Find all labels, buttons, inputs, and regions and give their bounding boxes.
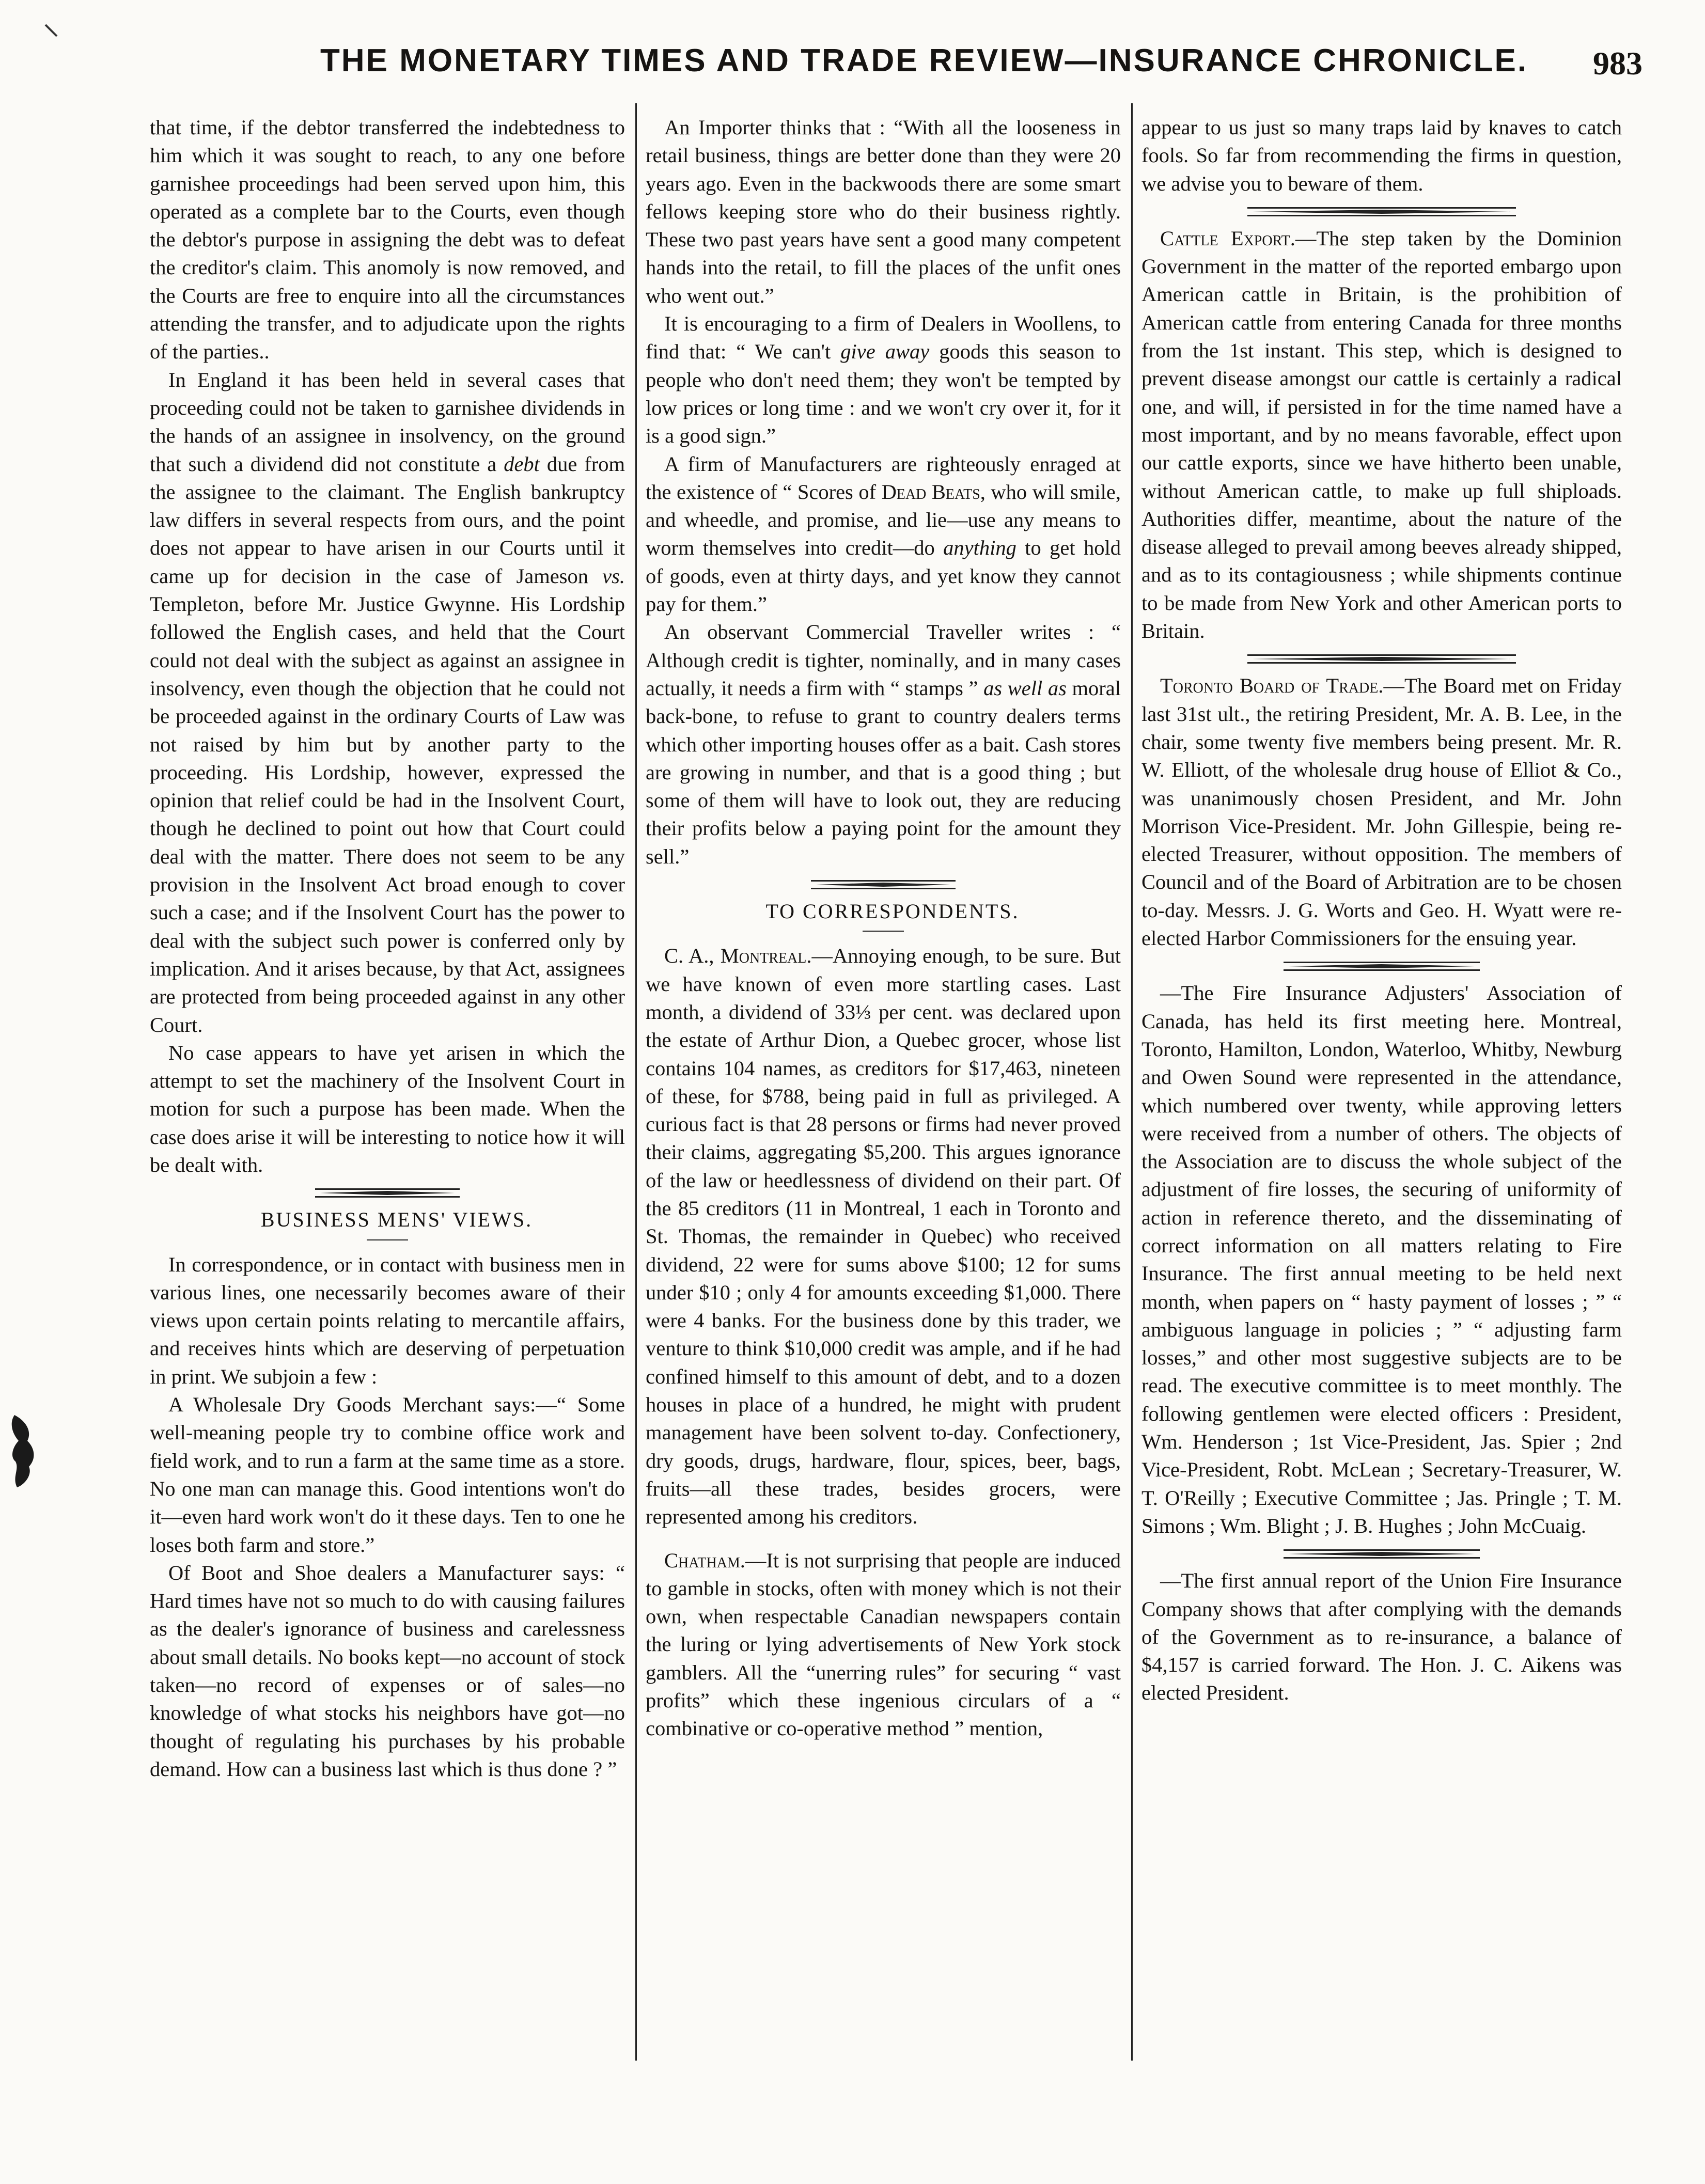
paragraph	[646, 942, 1121, 1531]
paragraph: Of Boot and Shoe dealers a Manufacturer says: “ Hard times have not so much to do with causing failures as the dealer's ignorance of business and carelessness about small details. No books kept—no account of stock taken—no record of expenses or of sales—no knowledge of what stocks his neighbors have got—no thought of regulating his purchases by his probable demand. How can a business last which is thus done ? ”	[150, 1561, 625, 1781]
text-run: An observant Commercial Traveller writes : “ Although credit is tighter, nominally, and in many cases actually, it needs a firm with “ stamps ”	[646, 620, 1121, 700]
text-run: goods this season to people who don't need them; they won't be tempted by low prices or long time : and we won't cry over it, for it is a good sign.”	[646, 340, 1121, 448]
text-run: It is encouraging to a firm of Dealers in Woollens, to find that: “ We can't	[646, 312, 1121, 364]
small-caps-run: Toronto Board of Trade.	[1160, 674, 1384, 698]
page-number: 983	[1593, 45, 1643, 82]
column-rule-1	[635, 103, 637, 2061]
section-divider	[811, 879, 956, 890]
text-run: due from the assignee to the claimant. The English bankruptcy law differs in several respects from ours, and the point does not appear to have arisen in our Courts until it came up for decision in the case of Jameson	[150, 452, 625, 588]
text-run: moral back-bone, to refuse to grant to country dealers terms which other importing houses offer as a bait. Cash stores are growing in number, and that is a good thing ; but some of them will have to look out, they are reducing their profits below a paying point for the amount they sell.”	[646, 676, 1121, 868]
section-divider	[1247, 653, 1516, 665]
short-rule	[863, 931, 904, 932]
column-2	[646, 114, 1121, 1743]
italic-run: anything	[943, 536, 1016, 560]
column-3	[1141, 114, 1622, 1707]
short-rule	[367, 1239, 408, 1240]
masthead-title: THE MONETARY TIMES AND TRADE REVIEW—INSURANCE CHRONICLE.	[320, 43, 1528, 78]
small-caps-run: Cattle Export.	[1160, 226, 1295, 250]
paragraph	[1141, 672, 1622, 952]
section-divider	[1284, 961, 1480, 972]
column-rule-2	[1131, 103, 1133, 2061]
text-run: —It is not surprising that people are induced to gamble in stocks, often with money which is not their own, when respectable Canadian newspapers contain the luring or lying advertisements of New York stock gamblers. All the “unerring rules” for securing “ vast profits” which these ingenious circulars of a “ combinative or co-operative method ” mention,	[646, 1548, 1121, 1740]
paragraph	[1141, 225, 1622, 645]
column-1	[150, 114, 625, 1783]
italic-run: as well as	[983, 676, 1067, 700]
text-run: , who will smile, and wheedle, and promise, and lie—use any means to worm themselves into credit—do	[646, 480, 1121, 560]
paragraph: In correspondence, or in contact with business men in various lines, one necessarily becomes aware of their views upon certain points relating to mercantile affairs, and receives hints which are deserving of perpetuation in print. We subjoin a few :	[150, 1252, 625, 1388]
small-caps-run: Dead Beats	[881, 480, 980, 504]
paragraph	[150, 366, 625, 1039]
text-run: —The step taken by the Dominion Government in the matter of the reported embargo upon American cattle in Britain, is the prohibition of American cattle from entering Canada for three months from the 1st instant. This step, which is designed to prevent disease amongst our cattle is certainly a radical one, and will, if persisted in for the time named have a most important, and by no means favorable, effect upon our cattle exports, since we have hitherto been unable, without American cattle, to make up full shiploads. Authorities differ, meantime, about the nature of the disease alleged to prevail among beeves already shipped, and as to its contagiousness ; while shipments continue to be made from New York and other American ports to Britain.	[1141, 226, 1622, 643]
paragraph: appear to us just so many traps laid by knaves to catch fools. So far from recommending the firms in question, we advise you to beware of them.	[1141, 116, 1622, 195]
paragraph: that time, if the debtor transferred the indebtedness to him which it was sought to reach, to any one before garnishee proceedings had been served upon him, this operated as a complete bar to the Courts, even though the debtor's purpose in assigning the debt was to defeat the creditor's claim. This anomoly is now removed, and the Courts are free to enquire into all the circumstances attending the transfer, and to adjudicate upon the rights of the parties..	[150, 116, 625, 364]
spacer	[646, 1531, 1121, 1547]
paragraph	[646, 310, 1121, 450]
text-run: In England it has been held in several cases that proceeding could not be taken to garnishee dividends in the hands of an assignee in insolvency, on the ground that such a dividend did not constitute a	[150, 368, 625, 476]
text-run: to get hold of goods, even at thirty days, and yet know they cannot pay for them.”	[646, 536, 1121, 616]
italic-run: give away	[840, 340, 930, 364]
section-divider	[1284, 1548, 1480, 1560]
paragraph: No case appears to have yet arisen in which the attempt to set the machinery of the Insolvent Court in motion for such a purpose has been made. When the case does arise it will be interesting to notice how it will be dealt with.	[150, 1041, 625, 1176]
text-run: —The Board met on Friday last 31st ult., the retiring President, Mr. A. B. Lee, in the chair, some twenty five members being present. Mr. R. W. Elliott, of the wholesale drug house of Elliot & Co., was unanimously chosen President, and Mr. John Morrison Vice-President. Mr. John Gillespie, being re-elected Treasurer, without opposition. The members of Council and of the Board of Arbitration are to be chosen to-day. Messrs. J. G. Worts and Geo. H. Wyatt were re-elected Harbor Commissioners for the ensuing year.	[1141, 674, 1622, 950]
text-run: —Annoying enough, to be sure. But we have known of even more startling cases. Last month, a dividend of 33⅓ per cent. was declared upon the estate of Arthur Dion, a Quebec grocer, whose list contains 104 names, as creditors for $17,463, nineteen of these, for $788, being paid in full as privileged. A curious fact is that 28 persons or firms had never proved their claims, aggregating $5,200. This argues ignorance of the law or heedlessness of dividend on their part. Of the 85 creditors (11 in Montreal, 1 each in Toronto and St. Thomas, the remainder in Quebec) who received dividend, 22 were for sums above $100; 12 for sums under $10 ; only 4 for amounts exceeding $1,000. There were 4 banks. For the business done by this trader, we venture to think $10,000 credit was ample, and if he had confined himself to this amount of debt, and to a dozen houses in place of a hundred, he might with prudent management have been solvent to-day. Confectionery, dry goods, drugs, hardware, flour, spices, beer, bags, fruits—all these trades, besides grocers, were represented among his creditors.	[646, 944, 1121, 1529]
italic-run: debt	[504, 452, 540, 476]
small-caps-run: C. A., Montreal.	[664, 944, 812, 968]
text-run: A firm of Manufacturers are righteously enraged at the existence of “ Scores of	[646, 452, 1121, 504]
corner-mark	[41, 21, 62, 41]
paragraph	[646, 450, 1121, 619]
paragraph	[646, 1547, 1121, 1743]
paragraph: A Wholesale Dry Goods Merchant says:—“ Some well-meaning people try to combine office work and field work, and to run a farm at the same time as a store. No one man can manage this. Good intentions won't do it—even hard work won't do it these days. Ten to one he loses both farm and store.”	[150, 1393, 625, 1557]
paragraph	[646, 618, 1121, 871]
italic-run: vs.	[602, 564, 625, 588]
paragraph: An Importer thinks that : “With all the looseness in retail business, things are better done than they were 20 years ago. Even in the backwoods there are some smart fellows keeping store who do their business rightly. These two past years have sent a good many competent hands into the retail, to fill the places of the unfit ones who went out.”	[646, 116, 1121, 307]
text-run: Templeton, before Mr. Justice Gwynne. His Lordship followed the English cases, and held that the Court could not deal with the subject as against an assignee in insolvency, even though the objection that he could not be proceeded against in the ordinary Courts of Law was not raised by him but by another party to the proceeding. His Lordship, however, expressed the opinion that relief could be had in the Insolvent Court, though he declined to point out how that Court could deal with the matter. There does not seem to be any provision in the Insolvent Act broad enough to cover such a case; and if the Insolvent Court has the power to deal with the subject such power is conferred only by implication. And it arises because, by that Act, assignees are protected from being proceeded against in any other Court.	[150, 592, 625, 1036]
page-header	[145, 36, 1643, 93]
section-heading: BUSINESS MENS' VIEWS.	[260, 1208, 533, 1232]
ink-blot-decoration	[4, 1410, 40, 1492]
paragraph: —The Fire Insurance Adjusters' Association of Canada, has held its first meeting here. Montreal, Toronto, Hamilton, London, Waterloo, Whitby, Newburg and Owen Sound were represented in the attendance, which numbered over twenty, while approving letters were received from a number of others. The objects of the Association are to discuss the whole subject of the adjustment of fire losses, the securing of uniformity of action in reference thereto, and the disseminating of correct information on all matters relating to Fire Insurance. The first annual meeting to be held next month, when papers on “ hasty payment of losses ; ” “ ambiguous language in policies ; ” “ adjusting farm losses,” and other most suggestive subjects are to be read. The executive committee is to meet monthly. The following gentlemen were elected officers : President, Wm. Henderson ; 1st Vice-President, Jas. Spier ; 2nd Vice-President, Robt. McLean ; Secretary-Treasurer, W. T. O'Reilly ; Executive Committee ; Jas. Pringle ; T. M. Simons ; Wm. Blight ; J. B. Hughes ; John McCuaig.	[1141, 981, 1622, 1537]
section-heading: TO CORRESPONDENTS.	[765, 900, 1020, 923]
section-divider	[1247, 206, 1516, 217]
paragraph: —The first annual report of the Union Fire Insurance Company shows that after complying with the demands of the Government as to re-insurance, a balance of $4,157 is carried forward. The Hon. J. C. Aikens was elected President.	[1141, 1569, 1622, 1705]
section-divider	[315, 1187, 460, 1199]
small-caps-run: Chatham.	[664, 1548, 745, 1572]
